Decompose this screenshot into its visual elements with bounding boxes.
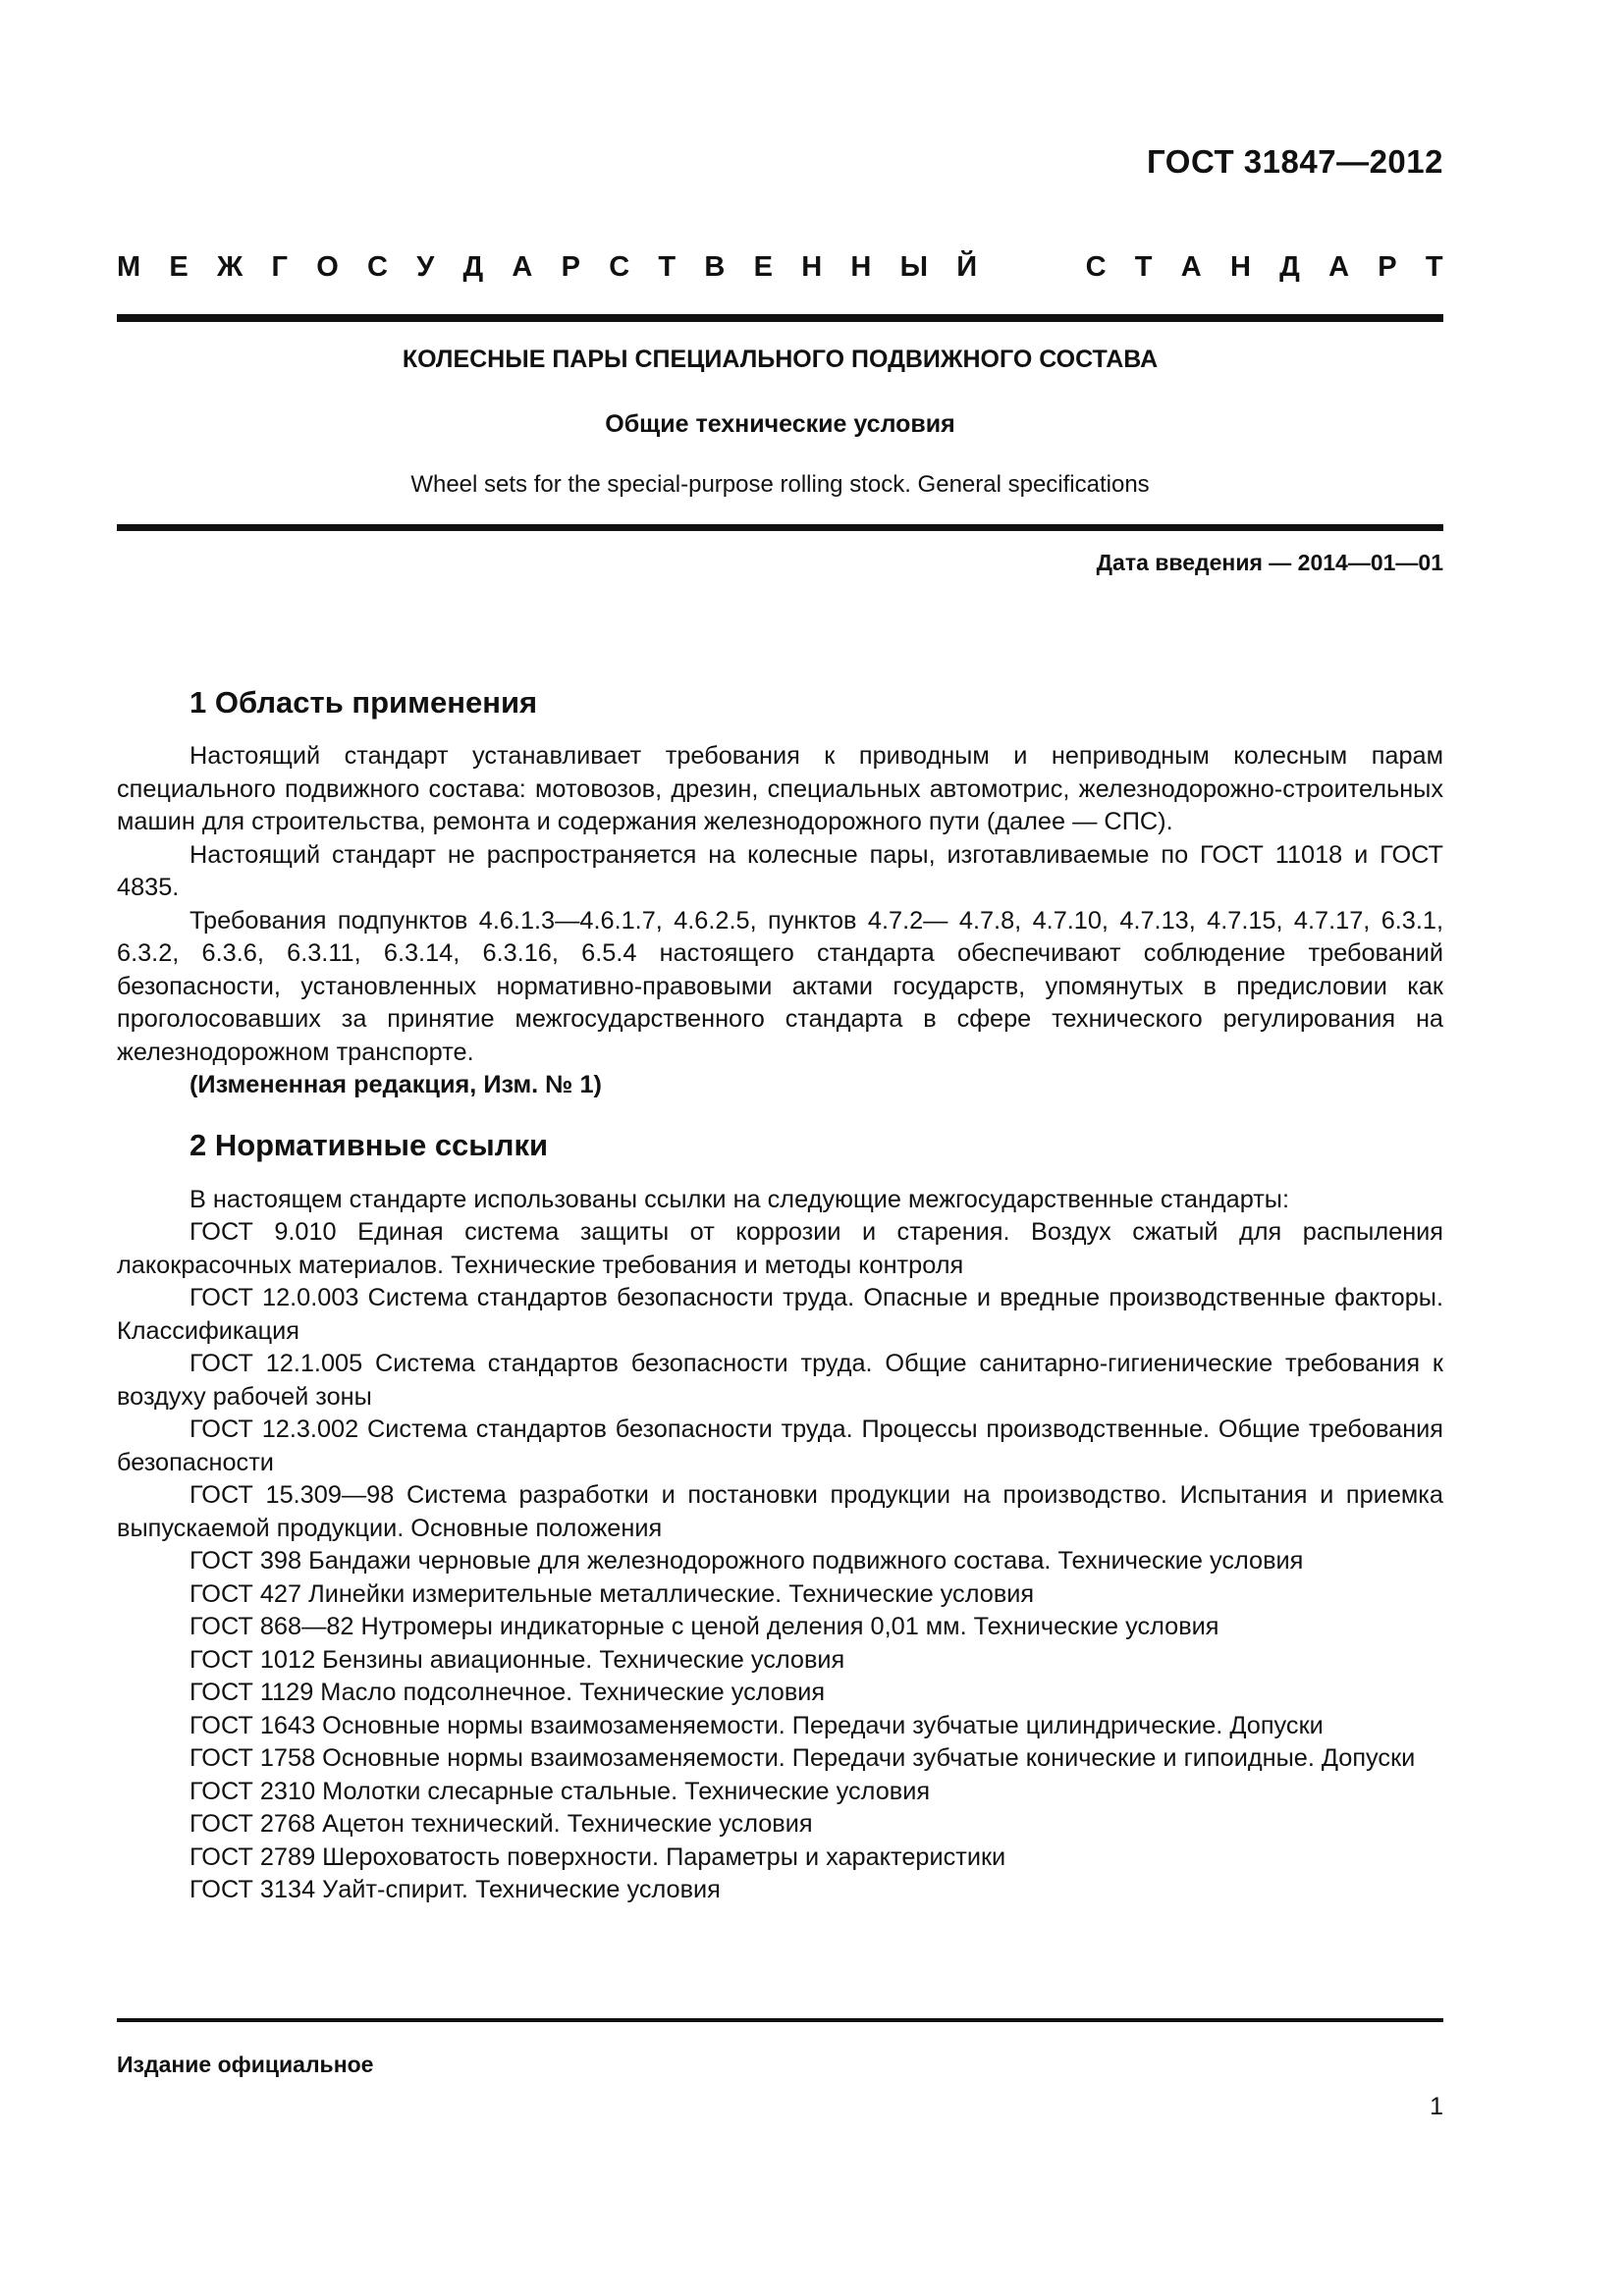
reference-item: ГОСТ 1129 Масло подсолнечное. Технические условия	[189, 1679, 826, 1706]
english-title: Wheel sets for the special-purpose rolling stock. General specifications	[410, 471, 1150, 498]
banner-letter: Е	[169, 251, 189, 283]
banner-letter: С	[609, 251, 630, 283]
banner-letter: Ы	[899, 251, 928, 283]
banner-letter: Р	[561, 251, 580, 283]
paragraph: Настоящий стандарт не распространяется на колесные пары, изготавливаемые по ГОСТ 11018 и ГОСТ 4835.	[117, 840, 1443, 901]
banner-word-gap	[1005, 251, 1056, 284]
banner-letter: С	[1085, 251, 1107, 283]
banner-letter: Д	[462, 251, 484, 283]
banner-letter: С	[367, 251, 388, 283]
amendment-note: (Измененная редакция, Изм. № 1)	[189, 1071, 602, 1098]
paragraph: Настоящий стандарт устанавливает требования к приводным и неприводным колесным парам специального подвижного состава: мотовозов, дрезин, специальных автомотрис, железнодорожно-строительных машин для строительства, ремонта и содержания железнодорожного пути (далее — СПС).	[117, 742, 1443, 835]
reference-list	[117, 1216, 1443, 1907]
document-title: КОЛЕСНЫЕ ПАРЫ СПЕЦИАЛЬНОГО ПОДВИЖНОГО СОСТАВА	[402, 346, 1159, 373]
banner-letter: Т	[1134, 251, 1153, 283]
reference-item: ГОСТ 868—82 Нутромеры индикаторные с ценой деления 0,01 мм. Технические условия	[189, 1613, 1219, 1640]
banner-letter: О	[316, 251, 339, 283]
page-number: 1	[1430, 2093, 1443, 2120]
reference-item: ГОСТ 12.1.005 Система стандартов безопасности труда. Общие санитарно-гигиенические требования к воздуху рабочей зоны	[117, 1350, 1443, 1411]
paragraph: Требования подпунктов 4.6.1.3—4.6.1.7, 4.6.2.5, пунктов 4.7.2— 4.7.8, 4.7.10, 4.7.13, 4.7.15, 4.7.17, 6.3.1, 6.3.2, 6.3.6, 6.3.11, 6.3.14, 6.3.16, 6.5.4 настоящего стандарта обеспечивают соблюдение требований безопасности, установленных нормативно-правовыми актами государств, упомянутых в предисловии как проголосовавших за принятие межгосударственного стандарта в сфере технического регулирования на железнодорожном транспорте.	[117, 906, 1443, 1066]
banner-letter: Ж	[217, 251, 244, 283]
reference-item: ГОСТ 3134 Уайт-спирит. Технические условия	[189, 1876, 721, 1903]
reference-item: ГОСТ 2310 Молотки слесарные стальные. Технические условия	[189, 1777, 931, 1805]
reference-item: ГОСТ 12.3.002 Система стандартов безопасности труда. Процессы производственные. Общие требования безопасности	[117, 1415, 1443, 1476]
official-edition-label: Издание официальное	[117, 2052, 374, 2077]
footer-rule	[117, 2018, 1443, 2022]
header-bottom-rule	[117, 524, 1443, 531]
reference-item: ГОСТ 12.0.003 Система стандартов безопасности труда. Опасные и вредные производственные факторы. Классификация	[117, 1284, 1443, 1345]
reference-item: ГОСТ 2789 Шероховатость поверхности. Параметры и характеристики	[189, 1842, 1006, 1871]
introduction-date: Дата введения — 2014—01—01	[1096, 550, 1443, 575]
banner-letter: А	[1180, 251, 1202, 283]
banner-letter: Н	[1229, 251, 1251, 283]
reference-item: ГОСТ 398 Бандажи черновые для железнодорожного подвижного состава. Технические условия	[189, 1547, 1304, 1575]
reference-item: ГОСТ 427 Линейки измерительные металлические. Технические условия	[189, 1579, 1035, 1608]
banner-letter: Т	[1425, 251, 1443, 283]
banner-letter: А	[512, 251, 533, 283]
banner-letter: Д	[1279, 251, 1300, 283]
gost-number: ГОСТ 31847—2012	[1147, 143, 1443, 180]
reference-item: ГОСТ 9.010 Единая система защиты от коррозии и старения. Воздух сжатый для распыления лакокрасочных материалов. Технические требования и методы контроля	[117, 1218, 1443, 1279]
banner-letter: Т	[658, 251, 677, 283]
banner-letter: У	[416, 251, 435, 283]
reference-item: ГОСТ 1643 Основные нормы взаимозаменяемости. Передачи зубчатые цилиндрические. Допуски	[189, 1711, 1324, 1739]
header-top-rule	[117, 314, 1443, 322]
banner-letter: Й	[956, 251, 978, 283]
reference-item: ГОСТ 1012 Бензины авиационные. Технические условия	[189, 1645, 845, 1674]
banner-letter: А	[1328, 251, 1350, 283]
banner-letter: Г	[271, 251, 288, 283]
document-subtitle: Общие технические условия	[605, 410, 955, 438]
banner-letter: М	[117, 251, 141, 283]
banner-letter: Н	[850, 251, 872, 283]
document-body	[117, 683, 1443, 1907]
banner-letter: Р	[1378, 251, 1397, 283]
paragraph: В настоящем стандарте использованы ссылки на следующие межгосударственные стандарты:	[189, 1185, 1290, 1213]
section-heading-references: 2 Нормативные ссылки	[189, 1127, 549, 1162]
interstate-standard-banner	[117, 251, 1443, 284]
section-heading-scope: 1 Область применения	[189, 685, 538, 720]
banner-letter: В	[704, 251, 726, 283]
reference-item: ГОСТ 15.309—98 Система разработки и постановки продукции на производство. Испытания и приемка выпускаемой продукции. Основные положения	[117, 1481, 1443, 1542]
banner-letter: Е	[753, 251, 773, 283]
reference-item: ГОСТ 2768 Ацетон технический. Технические условия	[189, 1810, 813, 1838]
banner-letter: Н	[801, 251, 823, 283]
reference-item: ГОСТ 1758 Основные нормы взаимозаменяемости. Передачи зубчатые конические и гипоидные. Допуски	[189, 1744, 1416, 1772]
